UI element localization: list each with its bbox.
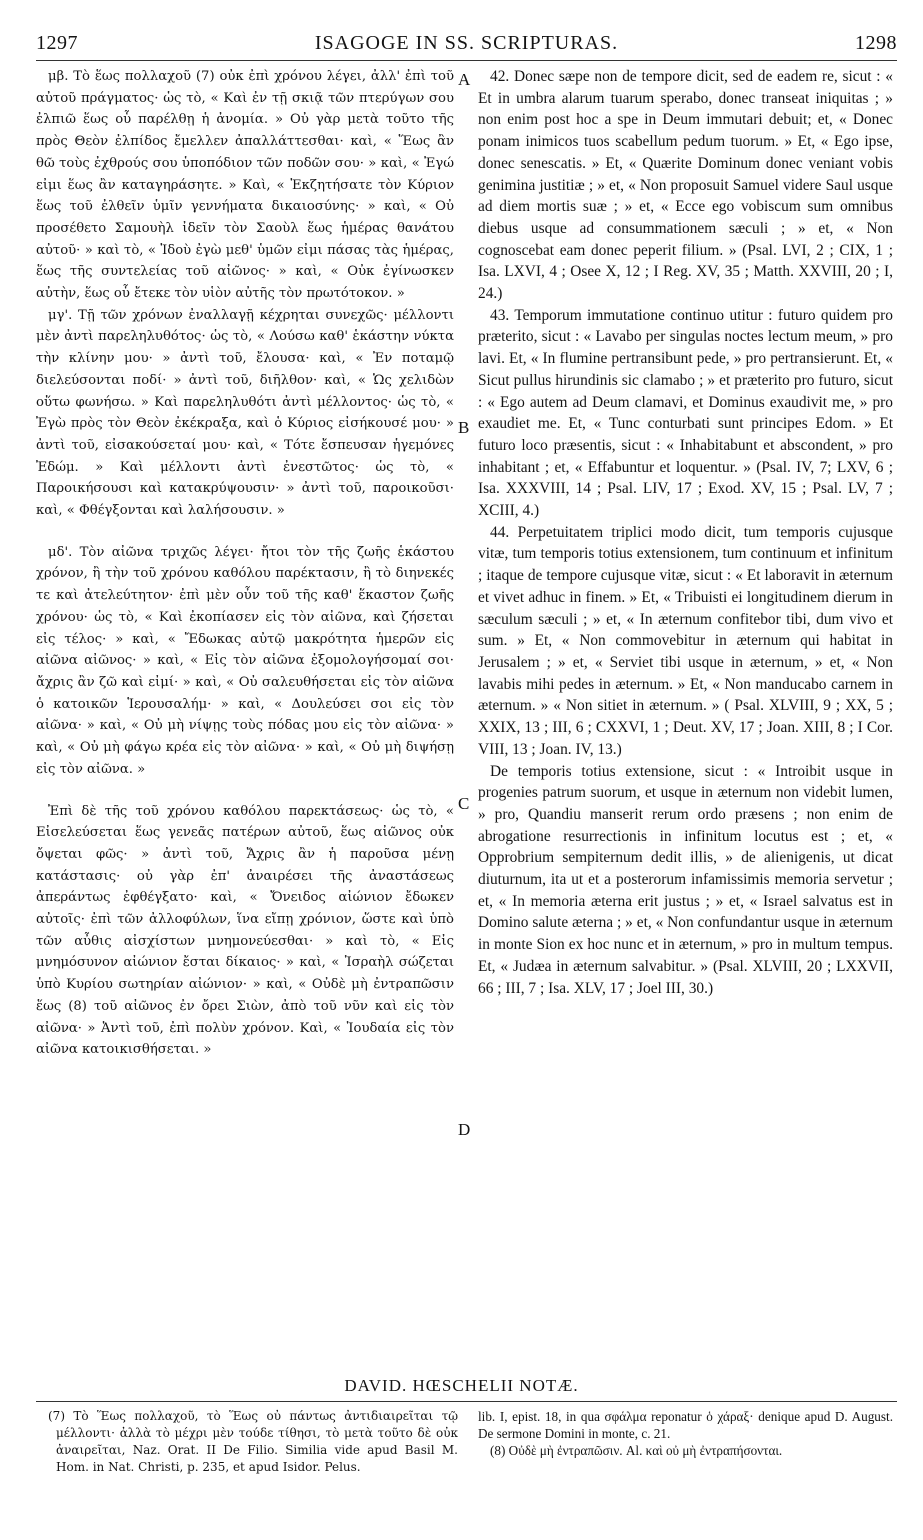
- margin-letter-c: C: [458, 794, 470, 813]
- greek-section-42: μβ. Τὸ ἕως πολλαχοῦ (7) οὐκ ἐπὶ χρόνου λέγει, ἀλλ' ἐπὶ τοῦ αὐτοῦ πράγματος· ὡς τὸ, « Καὶ ἐν τῇ σκιᾷ τῶν πτερύγων σου ἐλπιῶ ἕως οὗ παρέλθῃ ἡ ἀνομία. » Οὐ γὰρ μετὰ τοῦτο τῆς πρὸς Θεὸν ἐλπίδος ἔμελλεν ἀπαλλάττεσθαι· καὶ, « Ἕως ἂν θῶ τοὺς ἐχθρούς σου ὑποπόδιον τῶν ποδῶν σου· » καὶ, « Ἐγώ εἰμι ἕως ἂν καταγηράσητε. » Καὶ, « Ἐκζητήσατε τὸν Κύριον ἕως τοῦ ἐλθεῖν ὑμῖν γεννήματα δικαιοσύνης· » καὶ, « Οὐ προσέθετο Σαμουὴλ ἰδεῖν τὸν Σαοὺλ ἕως ἡμέρας θανάτου αὐτοῦ· » καὶ τὸ, « Ἰδοὺ ἐγὼ μεθ' ὑμῶν εἰμι πάσας τὰς ἡμέρας, ἕως τῆς συντελείας τοῦ αἰῶνος· » καὶ, « Οὐκ ἐγίνωσκεν αὐτὴν, ἕως οὗ ἔτεκε τὸν υἱὸν αὐτῆς τὸν πρωτότοκον. »: [36, 69, 454, 302]
- note-7: (7) Τὸ Ἕως πολλαχοῦ, τὸ Ἕως οὐ πάντως ἀντιδιαιρεῖται τῷ μέλλοντι· ἀλλὰ τὸ μέχρι μὲν τούδε τίθησι, τὸ μετὰ τοῦτο δὲ οὐκ ἀναιρεῖται, Naz. Orat. II De Filio. Similia vide apud Basil M. Hom. in Nat. Christi, p. 235, et apud Isidor. Pelus.: [48, 1409, 458, 1474]
- margin-letter-d: D: [458, 1120, 471, 1139]
- latin-section-44-cont: De temporis totius extensione, sicut : « Introibit usque in progenies patrum suorum, et usque in æternum non videbit lumen, » pro, Quandiu manserit rerum ordo præsens ; non enim de abrogatione resurrectionis in infinitum locutus est ; et, « Opprobrium sempiternum dedit illis, » de alienigenis, ut dicat diuturnum, ita ut et a posterorum infamissimis memoria servetur ; et, « In memoria æterna erit justus ; » et, « Israel salvatus est in Domino salute æterna ; » et, « Non confundantur usque in æternum in monte Sion ex hoc nunc et in æternum, » pro in multum tempus. Et, « Judæa in æternum salvabitur. » (Psal. XLVIII, 20 ; LXXVII, 66 ; III, 7 ; Isa. XLV, 17 ; Joel III, 30.): [478, 762, 893, 997]
- page-number-left: 1297: [36, 32, 78, 54]
- latin-section-43: 43. Temporum immutatione continuo utitur : futuro quidem pro præterito, sicut : « Lavabo per singulas noctes lectum meum, » pro lavi. Et, « In flumine pertransibunt pede, » pro pertransierunt. Et, « Sicut pullus hirundinis sic clamabo ; » et præterito pro futuro, sicut : « Ego autem ad Deum clamavi, et Dominus exaudivit me, » pro exaudiet me. Et, « Tunc conturbati sunt principes Edom. » Et futuro loco præsentis, sicut : « Inhabitabunt et abscondent, » pro inhabitant ; et, « Effabuntur et loquentur. » (Psal. IV, 7; LXV, 6 ; Isa. XXXVIII, 14 ; Psal. LIV, 17 ; Exod. XV, 15 ; Psal. LV, 7 ; XCIII, 4.): [478, 306, 893, 520]
- greek-section-44: μδ'. Τὸν αἰῶνα τριχῶς λέγει· ἤτοι τὸν τῆς ζωῆς ἑκάστου χρόνον, ἢ τὴν τοῦ χρόνου καθόλου παρέκτασιν, ἢ τὸ διηνεκές τε καὶ ἀτελεύτητον· ἐπὶ μὲν οὖν τοῦ τῆς καθ' ἕκαστον ζωῆς χρόνου· ὡς τὸ, « Καὶ ἐκοπίασεν εἰς τὸν αἰῶνα, καὶ ζήσεται εἰς τέλος· » καὶ, « Ἔδωκας αὐτῷ μακρότητα ἡμερῶν εἰς αἰῶνα αἰῶνος· » καὶ, « Εἰς τὸν αἰῶνα ἐξομολογήσομαί σοι· ἄχρις ἂν ζῶ καὶ εἰμί· » καὶ, « Οὐ σαλευθήσεται εἰς τὸν αἰῶνα ὁ κατοικῶν Ἱερουσαλήμ· » καὶ, « Δουλεύσει σοι εἰς τὸν αἰῶνα· » καὶ, « Οὐ μὴ νίψῃς τοὺς πόδας μου εἰς τὸν αἰῶνα· » καὶ, « Οὐ μὴ φάγω κρέα εἰς τὸν αἰῶνα· » καὶ, « Οὐ μὴ διψήσῃ εἰς τὸν αἰῶνα. »: [36, 544, 454, 777]
- greek-column: [36, 66, 454, 1061]
- notes-right: [478, 1408, 893, 1459]
- notes-title: DAVID. HŒSCHELII NOTÆ.: [344, 1376, 579, 1395]
- notes-rule: [36, 1401, 897, 1402]
- greek-section-44-cont: Ἐπὶ δὲ τῆς τοῦ χρόνου καθόλου παρεκτάσεως· ὡς τὸ, « Εἰσελεύσεται ἕως γενεᾶς πατέρων αὐτοῦ, ἕως αἰῶνος οὐκ ὄψεται φῶς· » ἀντὶ τοῦ, Ἄχρις ἂν ἡ παροῦσα μένῃ κατάστασις· οὐ γὰρ ἐπ' ἀναιρέσει τῆς ἀναστάσεως ἀπεράντως ἐφθέγξατο· καὶ, « Ὄνειδος αἰώνιον ἔδωκεν αὐτοῖς· ἐπὶ τῶν ἀλλοφύλων, ἵνα εἴπῃ χρόνιον, ὥστε καὶ ὑπὸ τῶν αὖθις αἰσχίστων μνημονεύεσθαι· » καὶ τὸ, « Εἰς μνημόσυνον αἰώνιον ἔσται δίκαιος· » καὶ, « Ἰσραὴλ σώζεται ὑπὸ Κυρίου σωτηρίαν αἰώνιον· » καὶ, « Οὐδὲ μὴ ἐντραπῶσιν ἕως (8) τοῦ αἰῶνος ἐν ὄρει Σιὼν, ἀπὸ τοῦ νῦν καὶ εἰς τὸν αἰῶνα· » Ἀντὶ τοῦ, ἐπὶ πολὺν χρόνον. Καὶ, « Ἰουδαία εἰς τὸν αἰῶνα κατοικισθήσεται. »: [36, 803, 454, 1058]
- margin-letter-a: A: [458, 70, 471, 89]
- running-title: ISAGOGE IN SS. SCRIPTURAS.: [314, 32, 619, 54]
- margin-letter-b: B: [458, 418, 470, 437]
- note-8: (8) Οὐδὲ μὴ ἐντραπῶσιν. Al. καὶ οὐ μὴ ἐντραπήσονται.: [490, 1443, 783, 1458]
- header-rule: [36, 60, 897, 61]
- latin-column: [478, 66, 893, 999]
- latin-section-42: 42. Donec sæpe non de tempore dicit, sed de eadem re, sicut : « Et in umbra alarum tuarum sperabo, donec transeat iniquitas ; » non enim post hoc a spe in Deum immutari debuit; et, « Donec ponam inimicos tuos scabellum pedum tuorum. » Et, « Ego ipse, donec senescatis. » Et, « Quærite Dominum donec veniant vobis genimina justitiæ ; » et, « Non proposuit Samuel videre Saul usque ad diem mortis suæ ; » et, « Ecce ego vobiscum sum omnibus diebus usque ad consummationem sæculi ; » et, « Non cognoscebat eam donec peperit filium. » (Psal. LVI, 2 ; CIX, 1 ; Isa. LXVI, 4 ; Osee X, 12 ; I Reg. XV, 35 ; Matth. XXVIII, 20 ; I, 24.): [478, 68, 893, 303]
- running-header: [36, 30, 897, 58]
- note-7-cont: lib. I, epist. 18, in qua σφάλμα reponatur ὁ χάραξ· denique apud D. August. De sermone Domini in monte, c. 21.: [478, 1409, 893, 1441]
- latin-section-44: 44. Perpetuitatem triplici modo dicit, tum temporis cujusque vitæ, tum temporis totius extensionem, tum continuum et infinitum ; itaque de tempore cujusque vitæ, sicut : « Et laboravit in æternum et vivet adhuc in finem. » Et, « Tribuisti ei longitudinem dierum in sæculum sæculi ; » et, « In æternum confitebor tibi, dum vivo et sum. » Et, « Non commovebitur in æternum qui habitat in Jerusalem ; » et, « Serviet tibi usque in æternum, » et, « Non lavabis mihi pedes in æternum. » Et, « Non manducabo carnem in æternum. » « Non sitiet in æternum. » ( Psal. XLVIII, 9 ; XX, 5 ; XXIX, 13 ; III, 6 ; CXXVI, 1 ; Deut. XV, 17 ; Joan. XIII, 8 ; I Cor. VIII, 13 ; Joan. IV, 13.): [478, 523, 893, 758]
- page-number-right: 1298: [855, 32, 897, 54]
- notes-left: [48, 1408, 458, 1476]
- greek-section-43: μγ'. Τῇ τῶν χρόνων ἐναλλαγῇ κέχρηται συνεχῶς· μέλλοντι μὲν ἀντὶ παρεληλυθότος· ὡς τὸ, « Λούσω καθ' ἑκάστην νύκτα τὴν κλίνην μου· » ἀντὶ τοῦ, ἔλουσα· καὶ, « Ἐν ποταμῷ διελεύσονται ποδί· » ἀντὶ τοῦ, διῆλθον· καὶ, « Ὡς χελιδὼν οὕτω φωνήσω. » Καὶ παρεληλυθότι ἀντὶ μέλλοντος· ὡς τὸ, « Ἐγὼ πρὸς τὸν Θεὸν ἐκέκραξα, καὶ ὁ Κύριος εἰσήκουσέ μου· » ἀντὶ τοῦ, εἰσακούσεταί μου· καὶ, « Τότε ἔσπευσαν ἡγεμόνες Ἐδώμ. » Καὶ μέλλοντι ἀντὶ ἐνεστῶτος· ὡς τὸ, « Παροικήσουσι καὶ κατακρύψουσιν· » ἀντὶ τοῦ, παροικοῦσι· καὶ, « Φθέγξονται καὶ λαλήσουσιν. »: [36, 307, 454, 519]
